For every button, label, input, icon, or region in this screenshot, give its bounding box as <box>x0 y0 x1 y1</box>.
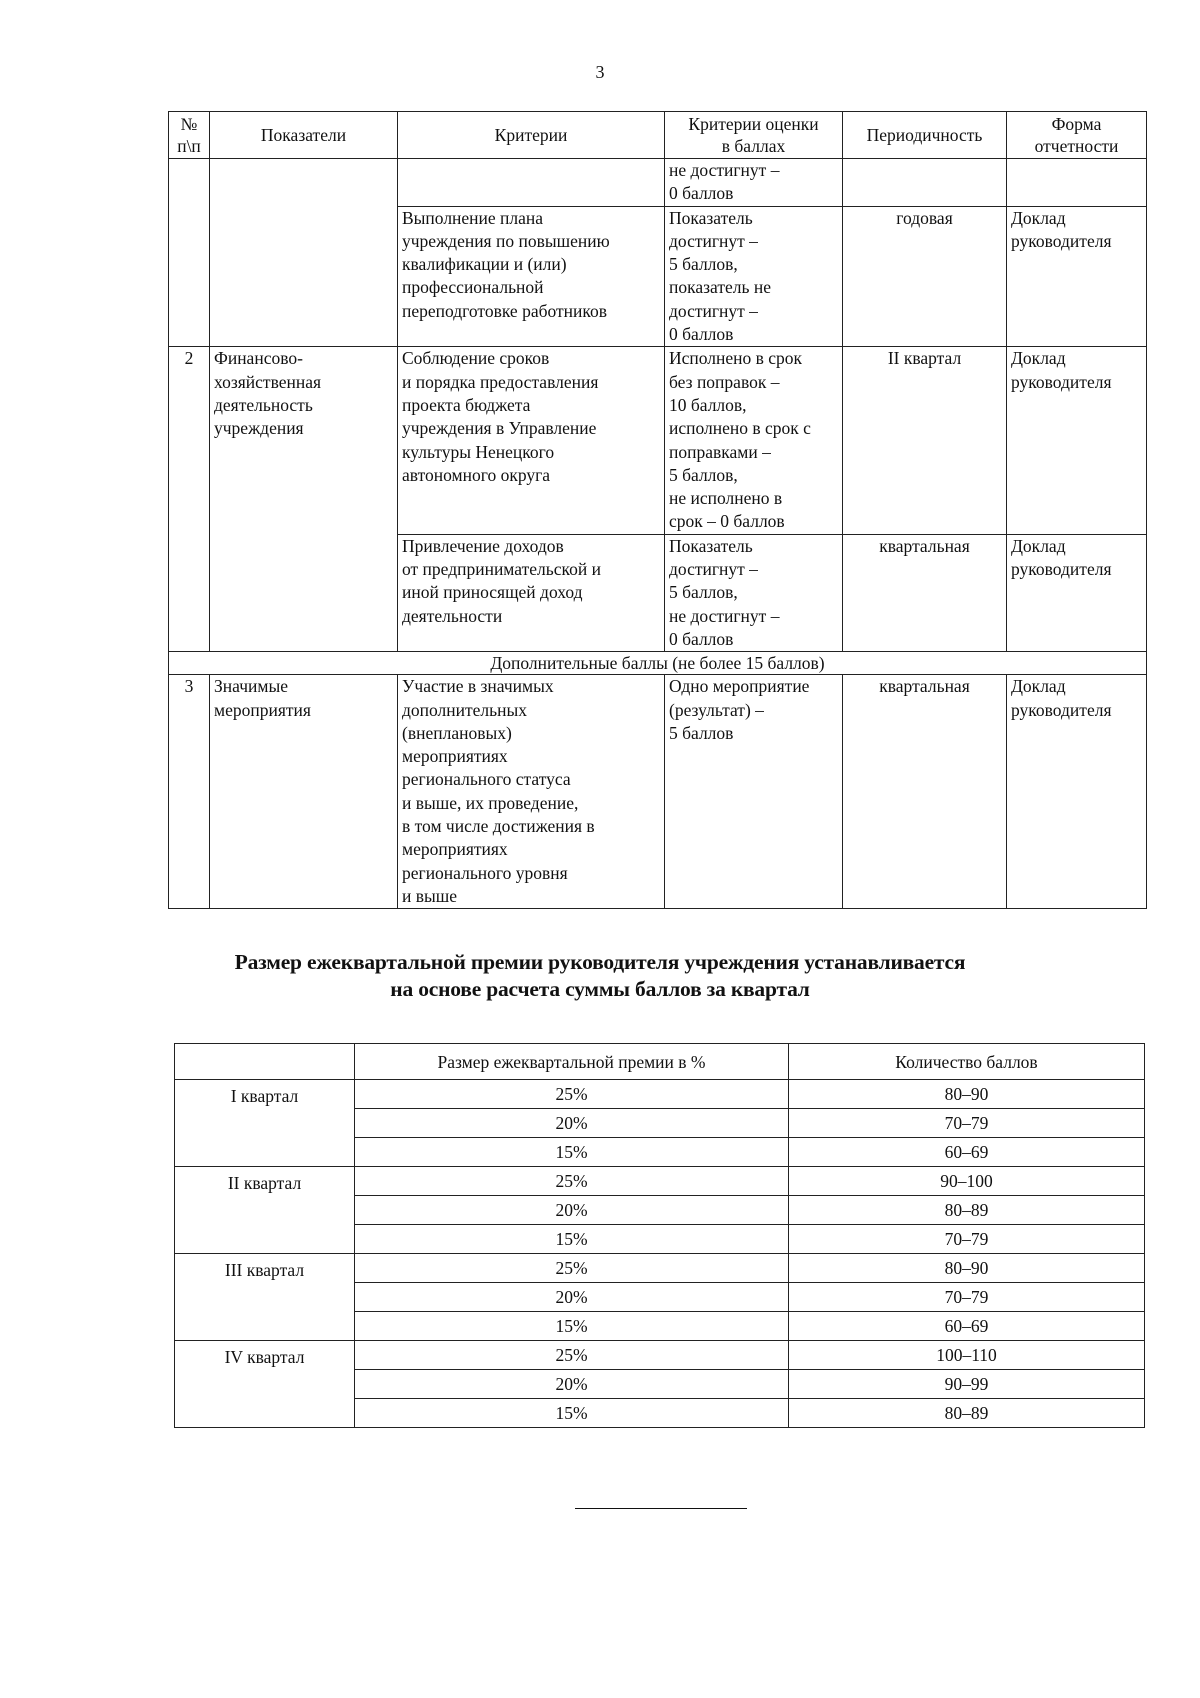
percent-cell: 25% <box>355 1080 789 1109</box>
section-title <box>0 949 1200 1003</box>
row-criterion: Привлечение доходов от предпринимательской и иной приносящей доход деятельности <box>398 534 665 651</box>
percent-cell: 25% <box>355 1341 789 1370</box>
row-criterion <box>398 159 665 207</box>
points-cell: 70–79 <box>789 1225 1145 1254</box>
criteria-table <box>168 111 1147 909</box>
percent-cell: 15% <box>355 1225 789 1254</box>
table-row <box>169 159 1147 207</box>
table-row <box>175 1341 1145 1370</box>
section-title-line-1: Размер ежеквартальной премии руководителя учреждения устанавливается <box>234 950 966 974</box>
row-criterion: Участие в значимых дополнительных (внеплановых) мероприятиях регионального статуса и выше, их проведение, в том числе достижения в мероприятиях регионального уровня и выше <box>398 675 665 909</box>
points-cell: 60–69 <box>789 1138 1145 1167</box>
row-score: не достигнут – 0 баллов <box>665 159 843 207</box>
row-num: 2 <box>169 347 210 652</box>
header-period: Периодичность <box>843 112 1007 159</box>
criteria-header-row <box>169 112 1147 159</box>
table-row <box>169 675 1147 909</box>
percent-cell: 15% <box>355 1138 789 1167</box>
row-indicator: Значимые мероприятия <box>210 675 398 909</box>
row-report <box>1007 159 1147 207</box>
row-period: квартальная <box>843 675 1007 909</box>
table-row <box>175 1167 1145 1196</box>
header-indicators: Показатели <box>210 112 398 159</box>
table-row <box>175 1080 1145 1109</box>
quarter-label: I квартал <box>175 1080 355 1167</box>
row-report: Доклад руководителя <box>1007 347 1147 534</box>
header-points: Количество баллов <box>789 1044 1145 1080</box>
quarter-label: II квартал <box>175 1167 355 1254</box>
quarterly-bonus-table <box>174 1043 1145 1428</box>
bonus-points-row <box>169 652 1147 675</box>
header-criteria: Критерии <box>398 112 665 159</box>
header-report: Форма отчетности <box>1007 112 1147 159</box>
points-cell: 80–90 <box>789 1254 1145 1283</box>
row-score: Исполнено в срок без поправок – 10 баллов, исполнено в срок с поправками – 5 баллов, не исполнено в срок – 0 баллов <box>665 347 843 534</box>
bonus-header-row <box>175 1044 1145 1080</box>
bonus-points-label: Дополнительные баллы (не более 15 баллов) <box>169 652 1147 675</box>
row-indicator <box>210 159 398 347</box>
header-num: № п\п <box>169 112 210 159</box>
percent-cell: 15% <box>355 1399 789 1428</box>
percent-cell: 20% <box>355 1370 789 1399</box>
table-row <box>169 347 1147 534</box>
points-cell: 80–90 <box>789 1080 1145 1109</box>
points-cell: 100–110 <box>789 1341 1145 1370</box>
points-cell: 90–100 <box>789 1167 1145 1196</box>
row-score: Одно мероприятие (результат) – 5 баллов <box>665 675 843 909</box>
page-number: 3 <box>595 62 605 82</box>
row-num <box>169 159 210 347</box>
points-cell: 60–69 <box>789 1312 1145 1341</box>
points-cell: 70–79 <box>789 1109 1145 1138</box>
row-period: квартальная <box>843 534 1007 651</box>
row-report: Доклад руководителя <box>1007 534 1147 651</box>
table-row <box>175 1254 1145 1283</box>
row-score: Показатель достигнут – 5 баллов, не достигнут – 0 баллов <box>665 534 843 651</box>
points-cell: 90–99 <box>789 1370 1145 1399</box>
row-num: 3 <box>169 675 210 909</box>
percent-cell: 20% <box>355 1109 789 1138</box>
header-score: Критерии оценки в баллах <box>665 112 843 159</box>
percent-cell: 20% <box>355 1196 789 1225</box>
row-indicator: Финансово- хозяйственная деятельность учреждения <box>210 347 398 652</box>
header-quarter <box>175 1044 355 1080</box>
row-score: Показатель достигнут – 5 баллов, показатель не достигнут – 0 баллов <box>665 206 843 347</box>
points-cell: 70–79 <box>789 1283 1145 1312</box>
signature-line-divider <box>575 1508 747 1509</box>
percent-cell: 15% <box>355 1312 789 1341</box>
header-percent: Размер ежеквартальной премии в % <box>355 1044 789 1080</box>
row-period: годовая <box>843 206 1007 347</box>
row-period <box>843 159 1007 207</box>
row-criterion: Выполнение плана учреждения по повышению квалификации и (или) профессиональной переподготовке работников <box>398 206 665 347</box>
row-period: II квартал <box>843 347 1007 534</box>
points-cell: 80–89 <box>789 1196 1145 1225</box>
points-cell: 80–89 <box>789 1399 1145 1428</box>
row-criterion: Соблюдение сроков и порядка предоставления проекта бюджета учреждения в Управление культуры Ненецкого автономного округа <box>398 347 665 534</box>
quarter-label: III квартал <box>175 1254 355 1341</box>
percent-cell: 20% <box>355 1283 789 1312</box>
percent-cell: 25% <box>355 1167 789 1196</box>
row-report: Доклад руководителя <box>1007 675 1147 909</box>
section-title-line-2: на основе расчета суммы баллов за квартал <box>390 977 810 1001</box>
percent-cell: 25% <box>355 1254 789 1283</box>
quarter-label: IV квартал <box>175 1341 355 1428</box>
row-report: Доклад руководителя <box>1007 206 1147 347</box>
